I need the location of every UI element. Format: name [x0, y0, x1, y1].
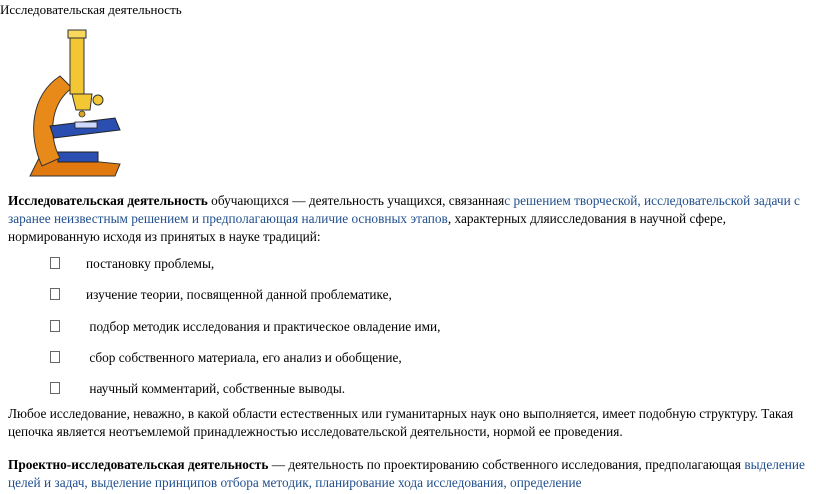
bullet-box-icon	[50, 382, 60, 394]
intro-text-2: , характерных дляисследования в научной сфере, нормированную исходя из принятых в науке традиций:	[8, 211, 726, 244]
bullet-box-icon	[50, 288, 60, 300]
project-highlight: выделение целей и задач, выделение принципов отбора методик, планирование хода исследования, определение	[8, 457, 805, 490]
bullet-box-icon	[50, 257, 60, 269]
bullet-box-icon	[50, 320, 60, 332]
intro-text-1: обучающихся — деятельность учащихся, связанная	[207, 193, 505, 208]
list-item: постановку проблемы,	[50, 256, 214, 272]
microscope-illustration	[20, 26, 140, 186]
intro-paragraph	[8, 192, 808, 246]
list-item: научный комментарий, собственные выводы.	[50, 381, 345, 397]
list-item: сбор собственного материала, его анализ и обобщение,	[50, 350, 402, 366]
project-term: Проектно-исследовательская деятельность	[8, 457, 269, 472]
intro-term: Исследовательская деятельность	[8, 193, 208, 208]
project-text-1: — деятельность по проектированию собственного исследования, предполагающая	[268, 457, 745, 472]
list-item: подбор методик исследования и практическое овладение ими,	[50, 319, 440, 335]
intro-highlight: с решением творческой, исследовательской задачи с заранее неизвестным решением и предполагающая наличие основных этапов	[8, 193, 800, 226]
list-item: изучение теории, посвященной данной проблематике,	[50, 287, 392, 303]
bullet-box-icon	[50, 351, 60, 363]
structure-paragraph: Любое исследование, неважно, в какой области естественных или гуманитарных наук оно выполняется, имеет подобную структуру. Такая цепочка является неотъемлемой принадлежностью исследовательской деятельности, нормой ее проведения.	[8, 406, 794, 439]
project-paragraph	[8, 456, 808, 492]
document-title: Исследовательская деятельность	[0, 2, 182, 17]
